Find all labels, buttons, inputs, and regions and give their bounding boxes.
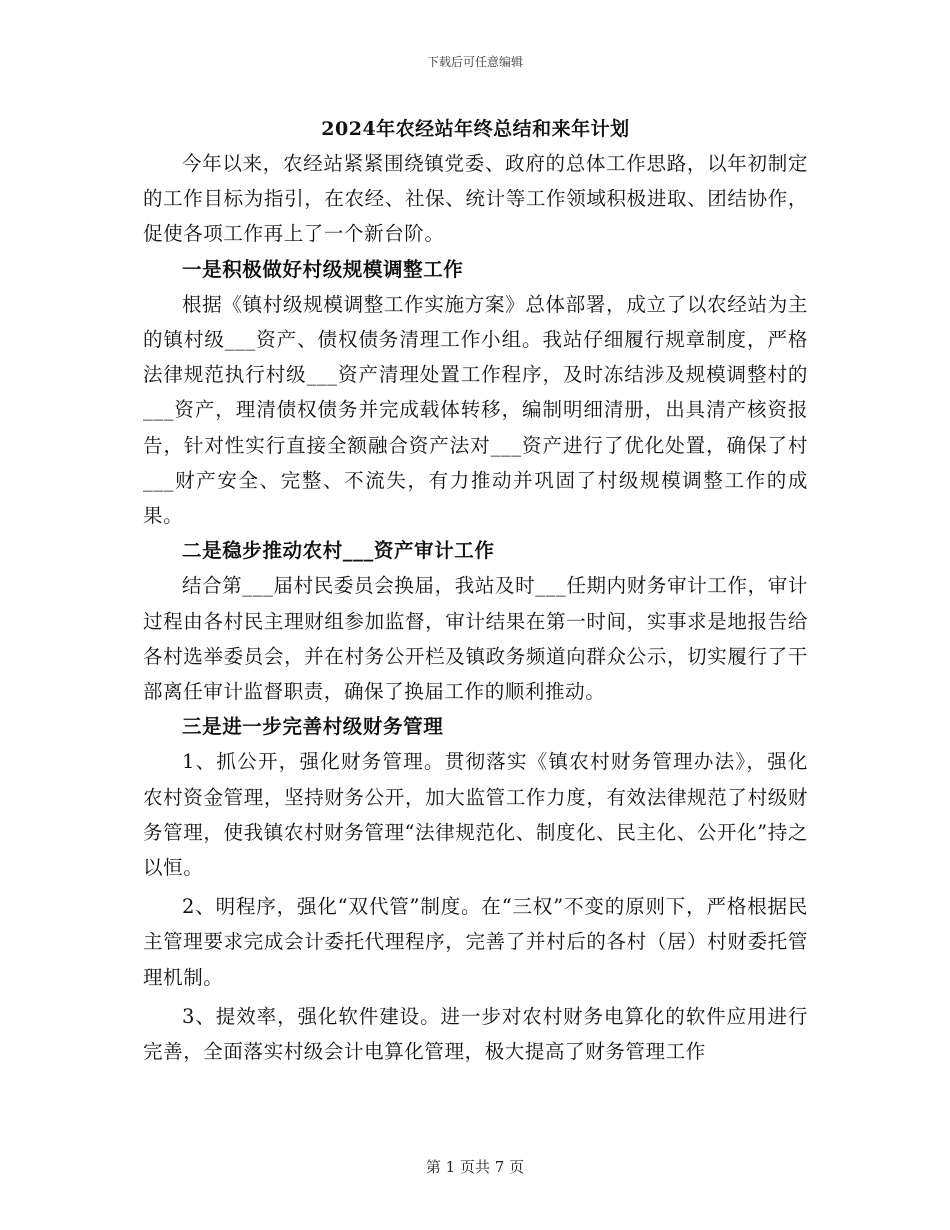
section-3-item-3: 3、提效率，强化软件建设。进一步对农村财务电算化的软件应用进行完善，全面落实村级会计电算化管理，极大提高了财务管理工作 xyxy=(143,1004,808,1064)
document-body xyxy=(143,112,808,1069)
page-number: 第 1 页共 7 页 xyxy=(425,1158,525,1176)
section-2-paragraph: 结合第___届村民委员会换届，我站及时___任期内财务审计工作，审计过程由各村民主理财组参加监督，审计结果在第一时间，实事求是地报告给各村选举委员会，并在村务公开栏及镇政务频道向群众公示，切实履行了干部离任审计监督职责，确保了换届工作的顺利推动。 xyxy=(143,574,808,704)
document-title: 2024年农经站年终总结和来年计划 xyxy=(321,118,630,140)
section-2-heading: 二是稳步推动农村___资产审计工作 xyxy=(182,539,495,563)
section-3-item-2: 2、明程序，强化“双代管”制度。在“三权”不变的原则下，严格根据民主管理要求完成会计委托代理程序，完善了并村后的各村（居）村财委托管理机制。 xyxy=(143,895,808,989)
section-1-paragraph: 根据《镇村级规模调整工作实施方案》总体部署，成立了以农经站为主的镇村级___资产、债权债务清理工作小组。我站仔细履行规章制度，严格法律规范执行村级___资产清理处置工作程序，及时冻结涉及规模调整村的___资产，理清债权债务并完成载体转移，编制明细清册，出具清产核资报告，针对性实行直接全额融合资产法对___资产进行了优化处置，确保了村___财产安全、完整、不流失，有力推动并巩固了村级规模调整工作的成果。 xyxy=(143,292,808,528)
section-1-heading: 一是积极做好村级规模调整工作 xyxy=(182,257,464,281)
intro-paragraph: 今年以来，农经站紧紧围绕镇党委、政府的总体工作思路，以年初制定的工作目标为指引，在农经、社保、统计等工作领域积极进取、团结协作，促使各项工作再上了一个新台阶。 xyxy=(143,152,808,246)
section-3-heading: 三是进一步完善村级财务管理 xyxy=(182,715,444,739)
header-note: 下载后可任意编辑 xyxy=(426,55,523,69)
section-3-item-1: 1、抓公开，强化财务管理。贯彻落实《镇农村财务管理办法》，强化农村资金管理，坚持财务公开，加大监管工作力度，有效法律规范了村级财务管理，使我镇农村财务管理“法律规范化、制度化、民主化、公开化”持之以恒。 xyxy=(143,750,808,880)
